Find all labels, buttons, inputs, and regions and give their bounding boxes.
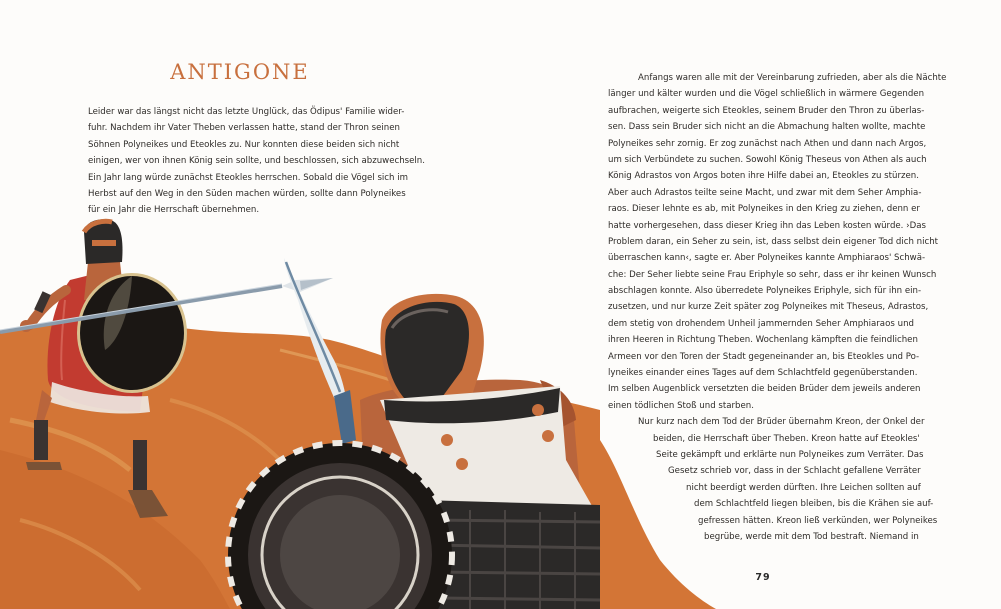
- text-line: beiden, die Herrschaft über Theben. Kreon hatte auf Eteokles': [653, 433, 920, 444]
- text-line: Polyneikes sehr zornig. Er zog zunächst nach Athen und dann nach Argos,: [608, 138, 927, 149]
- text-line: überraschen kann‹, sagte er. Aber Polyneikes kannte Amphiaraos' Schwä-: [608, 253, 926, 264]
- page-number: 79: [755, 572, 771, 583]
- text-line: Armeen vor den Toren der Stadt gegeneinander an, bis Eteokles und Po-: [608, 351, 920, 362]
- right-column-text: [608, 70, 947, 545]
- text-line: um sich Verbündete zu suchen. Sowohl König Theseus von Athen als auch: [608, 154, 927, 165]
- text-line: Leider war das längst nicht das letzte Unglück, das Ödipus' Familie wider-: [88, 107, 405, 117]
- left-column-text: [88, 104, 425, 219]
- text-line: raos. Dieser lehnte es ab, mit Polyneikes in den Krieg zu ziehen, denn er: [608, 204, 920, 215]
- text-line: begrübe, werde mit dem Tod bestraft. Niemand in: [704, 531, 919, 542]
- text-line: fuhr. Nachdem ihr Vater Theben verlassen hatte, stand der Thron seinen: [88, 123, 400, 134]
- text-line: für ein Jahr die Herrschaft übernehmen.: [88, 205, 260, 216]
- text-line: Im selben Augenblick versetzten die beiden Brüder dem jeweils anderen: [608, 384, 921, 395]
- text-line: dem stetig von drohendem Unheil jammernden Seher Amphiaraos und: [608, 318, 914, 329]
- text-line: einen tödlichen Stoß und starben.: [608, 400, 754, 411]
- text-line: Problem daran, ein Seher zu sein, ist, dass selbst dein eigener Tod dich nicht: [608, 236, 939, 247]
- text-line: Aber auch Adrastos teilte seine Macht, und zwar mit dem Seher Amphia-: [608, 187, 922, 198]
- text-line: Nur kurz nach dem Tod der Brüder übernahm Kreon, der Onkel der: [638, 417, 925, 428]
- text-line: aufbrachen, weigerte sich Eteokles, seinem Bruder den Thron zu überlas-: [608, 105, 925, 116]
- chapter-title: ANTIGONE: [170, 60, 310, 84]
- text-line: König Adrastos von Argos boten ihre Hilfe dabei an, Eteokles zu stürzen.: [608, 171, 919, 182]
- text-line: ihren Heeren in Richtung Theben. Wochenlang kämpften die feindlichen: [608, 335, 918, 346]
- text-line: sen. Dass sein Bruder sich nicht an die Abmachung halten wollte, machte: [608, 122, 926, 133]
- text-line: Ein Jahr lang würde zunächst Eteokles herrschen. Sobald die Vögel sich im: [88, 172, 408, 183]
- text-line: lyneikes einander eines Tages auf dem Schlachtfeld gegenüberstanden.: [608, 368, 918, 379]
- text-line: hatte vorhergesehen, dass dieser Krieg ihn das Leben kosten würde. ›Das: [608, 220, 926, 231]
- text-line: che: Der Seher liebte seine Frau Eriphyle so sehr, dass er ihr keinen Wunsch: [608, 269, 937, 280]
- text-line: gefressen hätten. Kreon ließ verkünden, wer Polyneikes: [698, 515, 938, 526]
- text-line: Gesetz schrieb vor, dass in der Schlacht gefallene Verräter: [668, 466, 921, 477]
- text-line: dem Schlachtfeld liegen bleiben, bis die Krähen sie auf-: [694, 499, 934, 510]
- text-line: abschlagen konnte. Also überredete Polyneikes Eriphyle, sich für ihn ein-: [608, 286, 922, 297]
- text-line: Herbst auf den Weg in den Süden machen würden, sollte dann Polyneikes: [88, 188, 406, 199]
- text-line: Seite gekämpft und erklärte nun Polyneikes zum Verräter. Das: [656, 449, 924, 460]
- text-line: Anfangs waren alle mit der Vereinbarung zufrieden, aber als die Nächte: [638, 73, 947, 83]
- text-line: zusetzen, und nur kurze Zeit später zog Polyneikes mit Theseus, Adrastos,: [608, 302, 929, 313]
- text-line: länger und kälter wurden und die Vögel schließlich in wärmere Gegenden: [608, 89, 925, 100]
- text-line: einigen, wer von ihnen König sein sollte, und beschlossen, sich abzuwechseln.: [88, 156, 425, 167]
- text-line: nicht beerdigt werden dürften. Ihre Leichen sollten auf: [686, 482, 921, 493]
- text-line: Söhnen Polyneikes und Eteokles zu. Nur konnten diese beiden sich nicht: [88, 139, 400, 150]
